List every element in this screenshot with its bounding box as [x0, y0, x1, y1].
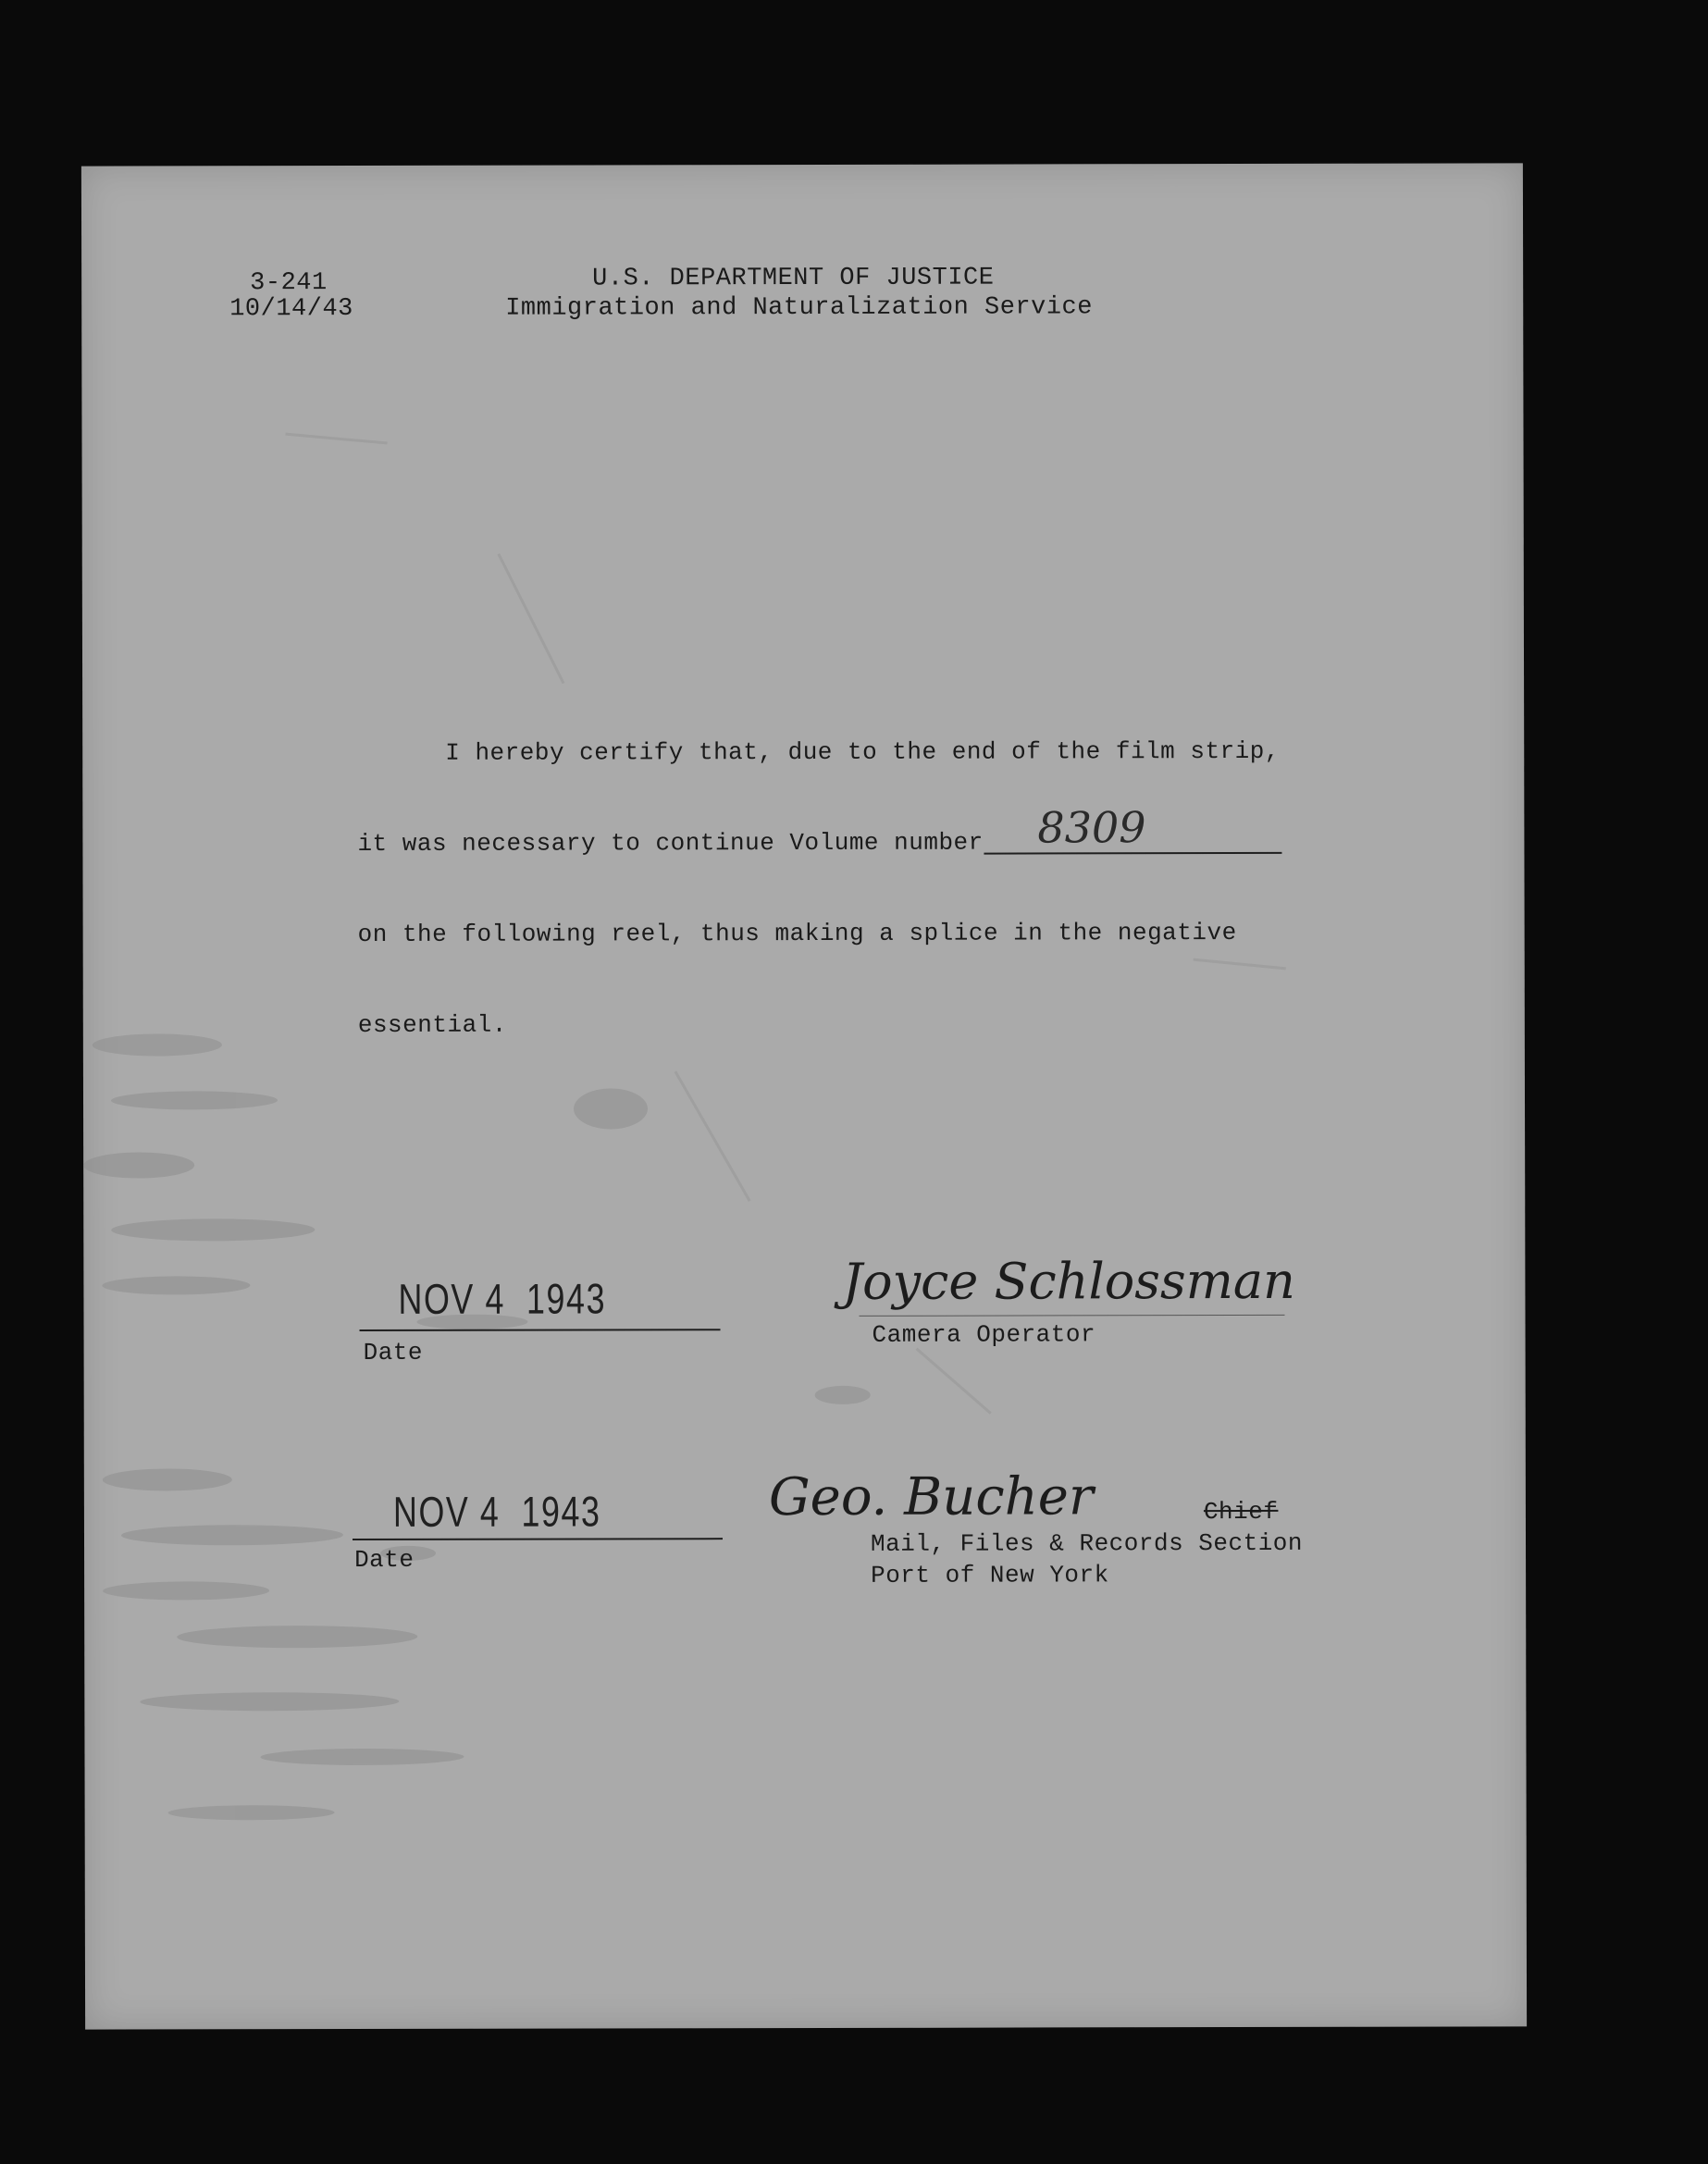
chief-port: Port of New York [871, 1561, 1109, 1589]
chief-signature: Geo. Bucher [768, 1466, 1094, 1528]
certificate-line-1: I hereby certify that, due to the end of the film strip, [445, 736, 1281, 767]
department-title: U.S. DEPARTMENT OF JUSTICE [592, 264, 995, 293]
operator-date-stamp: NOV 4 1943 [398, 1274, 607, 1323]
operator-date-label: Date [363, 1338, 424, 1366]
chief-section: Mail, Files & Records Section [870, 1528, 1304, 1558]
service-title: Immigration and Naturalization Service [505, 293, 1093, 323]
volume-number: 8309 [1037, 802, 1146, 853]
chief-date-label: Date [354, 1545, 415, 1575]
paper-stains [81, 163, 1527, 2029]
chief-title: Chief [1203, 1497, 1279, 1527]
form-date: 10/14/43 [229, 295, 353, 324]
certificate-line-2-prefix: it was necessary to continue Volume number [357, 828, 984, 859]
operator-title: Camera Operator [872, 1320, 1096, 1349]
certificate-line-4: essential. [357, 1010, 507, 1040]
form-number: 3-241 [250, 269, 328, 298]
certificate-line-3: on the following reel, thus making a splice in the negative [357, 919, 1237, 949]
chief-date-stamp: NOV 4 1943 [392, 1487, 601, 1536]
document-page [81, 163, 1527, 2029]
operator-signature: Joyce Schlossman [842, 1251, 1295, 1311]
